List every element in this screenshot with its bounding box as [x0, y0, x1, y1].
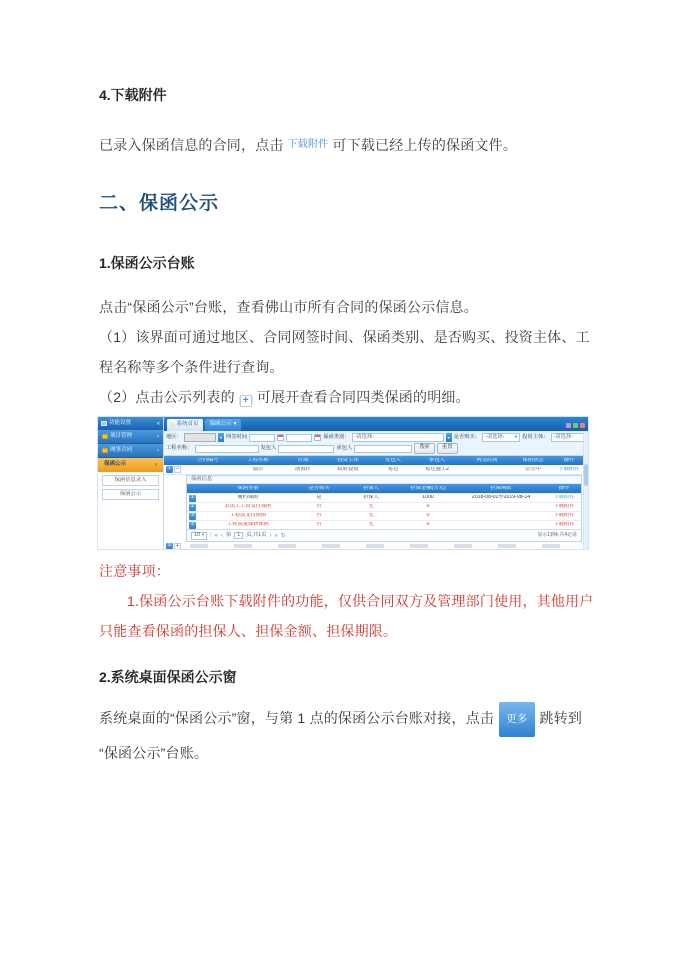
embedded-screenshot: [97, 416, 589, 550]
col-employer: 发包人: [385, 457, 401, 463]
chevron-right-icon: ›: [157, 447, 159, 454]
window-control-icon[interactable]: [566, 423, 571, 428]
tab-caret-icon: ▾: [233, 421, 237, 428]
purchase-label: 是否购买：: [453, 433, 481, 440]
col-detail-action: 操作: [558, 485, 570, 491]
category-select[interactable]: [352, 433, 444, 442]
employer-label: 发包人: [260, 444, 277, 451]
col-sign-time: 网签时间: [476, 457, 498, 463]
window-controls: [566, 423, 588, 431]
more-button[interactable]: 更多: [499, 702, 534, 737]
download-attachment-link[interactable]: 下载附件: [287, 139, 329, 150]
cell-guarantor: 无: [368, 504, 374, 510]
para-download-pre: 已录入保函信息的合同，点击: [99, 137, 284, 153]
para-desktop: [99, 702, 583, 769]
collapse-row-icon[interactable]: −: [174, 466, 181, 473]
detail-row-gutter: [187, 495, 201, 502]
row-download-link[interactable]: 下载附件: [558, 466, 580, 472]
col-investor: 投资主体: [337, 457, 359, 463]
filter-row-1: [166, 432, 586, 443]
sidebar-item-project-management[interactable]: [98, 430, 163, 444]
row-number-badge: 3: [189, 513, 196, 520]
page-label-post: 页,共1页: [246, 531, 267, 538]
truncated-row-content: [190, 544, 576, 548]
category-label: 保函类别：: [323, 433, 350, 440]
folder-icon: [102, 434, 108, 439]
category-value: -请选择-: [354, 433, 375, 440]
notes-body: [99, 586, 594, 646]
heading-desktop-window: 2.系统桌面保函公示窗: [99, 669, 237, 685]
page-size-value: 10: [194, 531, 200, 538]
notes-line1: 1.保函公示台账下载附件的功能，仅供合同双方及管理部门使用，其他用户: [127, 593, 594, 609]
para-expand: [99, 382, 583, 412]
last-page-icon[interactable]: »: [274, 532, 278, 539]
detail-title: 保函信息: [187, 476, 581, 484]
cell-purchased: 否: [316, 504, 322, 510]
detail-row-gutter: [187, 522, 201, 529]
para-conditions-line2: 程名称等多个条件进行查询。: [99, 359, 284, 375]
detail-row: [187, 502, 581, 511]
divider: |: [210, 531, 212, 538]
expanded-detail-panel: [186, 475, 582, 542]
calendar-icon[interactable]: [277, 434, 284, 441]
detail-header-row: [187, 484, 581, 493]
sign-date-start-input[interactable]: [249, 434, 275, 442]
investor-label: 投资主体：: [522, 433, 549, 440]
employer-input[interactable]: [278, 445, 334, 453]
tab-label: 系统首页: [176, 421, 199, 428]
sidebar-subitem-guarantee-entry[interactable]: 保函信息录入: [102, 475, 159, 486]
cell-purchased: 否: [316, 513, 322, 519]
prev-page-icon[interactable]: ‹: [220, 532, 223, 539]
heading-download-attachment: 4.下载附件: [99, 87, 167, 103]
row-number-badge: 1: [166, 466, 173, 473]
cell-guarantor: 无: [368, 513, 374, 519]
cell-amount: 0: [426, 504, 430, 510]
scrollbar-thumb[interactable]: [584, 464, 588, 486]
refresh-icon[interactable]: ↻: [280, 532, 286, 539]
region-select[interactable]: [184, 433, 216, 442]
cell-amount: 1000: [422, 495, 434, 501]
heading-guarantee-publicity: 二、保函公示: [99, 193, 220, 214]
heading-publicity-ledger: 1.保函公示台账: [99, 255, 195, 271]
sidebar: [98, 417, 164, 549]
pagination-bar: [187, 529, 581, 541]
cell-region: 南海区: [295, 466, 311, 472]
para-conditions: [99, 322, 590, 382]
sign-date-end-input[interactable]: [286, 434, 312, 442]
calendar-icon[interactable]: [314, 434, 321, 441]
table-header-row: [164, 456, 588, 465]
sidebar-item-guarantee-publicity[interactable]: [98, 458, 163, 472]
project-name-label: 工程名称：: [166, 444, 193, 451]
row-number-badge: 1: [189, 495, 196, 502]
collapse-sidebar-icon[interactable]: «: [156, 420, 160, 427]
notes-title: 注意事项：: [99, 563, 170, 579]
sign-time-label: 网签时间: [225, 433, 248, 440]
cell-guarantor: 担保人: [363, 495, 379, 501]
para-intro-line: 点击“保函公示”台账，查看佛山市所有合同的保函公示信息。: [99, 299, 478, 315]
row-number-badge: 4: [189, 522, 196, 529]
cell-period: 2018-08-01至2019-08-14: [471, 495, 531, 501]
home-icon: ⌂: [171, 422, 175, 428]
cell-guarantee-type: 履约保函: [237, 495, 259, 501]
para-intro: [99, 292, 583, 322]
expand-plus-icon: +: [240, 395, 252, 407]
detail-download-link[interactable]: 下载附件: [553, 522, 575, 528]
para-expand-pre: （2）点击公示列表的: [99, 389, 235, 405]
tab-bar: [164, 417, 588, 431]
detail-row-gutter: [187, 513, 201, 520]
para-desktop-line1: [99, 702, 583, 737]
cell-contractor: 易达施工2: [424, 466, 450, 472]
page-size-select[interactable]: [191, 532, 207, 540]
para-desktop-post: 跳转到: [539, 710, 583, 726]
tab-guarantee-publicity[interactable]: [205, 419, 242, 431]
detail-row: [187, 520, 581, 529]
contractor-input[interactable]: [354, 445, 412, 453]
sidebar-header-label: 功能设置: [109, 419, 132, 426]
cell-investor: 政府投资: [337, 466, 359, 472]
col-period: 担保期限: [490, 485, 512, 491]
scrollbar[interactable]: [583, 431, 588, 549]
para-expand-post: 可展开查看合同四类保函的明细。: [256, 389, 470, 405]
cell-purchased: 否: [316, 522, 322, 528]
para-download: [99, 130, 583, 160]
search-button[interactable]: 搜索: [414, 443, 435, 453]
dropdown-icon[interactable]: ▾: [446, 433, 452, 442]
cell-project-name: 演示: [252, 466, 264, 472]
sidebar-item-label: 网签合同: [110, 446, 133, 453]
cell-guarantee-type: 农民工工资支付保函: [224, 504, 272, 510]
detail-row: [187, 493, 581, 502]
main-panel: [164, 417, 588, 549]
tab-system-home[interactable]: [167, 419, 203, 431]
sidebar-item-online-contract[interactable]: [98, 444, 163, 458]
cell-guarantee-type: 工程款支付保函: [229, 513, 267, 519]
col-amount: 担保金额(万元): [410, 485, 446, 491]
filter-row-2: [166, 443, 586, 454]
contractor-label: 承包人: [336, 444, 353, 451]
col-contract-no: 合同编号: [197, 457, 219, 463]
para-download-post: 可下载已经上传的保函文件。: [332, 137, 518, 153]
chevron-right-icon: ›: [157, 433, 159, 440]
dropdown-icon: ▾: [201, 532, 205, 538]
investor-select[interactable]: [551, 433, 586, 442]
next-page-icon[interactable]: ›: [269, 532, 272, 539]
detail-download-link[interactable]: 下载附件: [553, 495, 575, 501]
detail-download-link[interactable]: 下载附件: [553, 504, 575, 510]
notes-line2: 只能查看保函的担保人、担保金额、担保期限。: [99, 623, 398, 639]
cell-guarantor: 无: [368, 522, 374, 528]
col-region: 区域: [297, 457, 309, 463]
para-desktop-line2: “保函公示”台账。: [99, 745, 209, 761]
project-name-input[interactable]: [195, 445, 259, 453]
detail-download-link[interactable]: 下载附件: [553, 513, 575, 519]
col-guarantee-type: 保函类别: [237, 485, 259, 491]
first-page-icon[interactable]: «: [214, 532, 218, 539]
page-label-pre: 第: [225, 531, 232, 538]
detail-row: [187, 511, 581, 520]
col-purchased: 是否购买: [308, 485, 330, 491]
row-gutter: [164, 466, 184, 473]
investor-value: -请选择-: [553, 433, 574, 440]
window-control-icon[interactable]: [580, 423, 585, 428]
purchase-value: -请选择-: [485, 433, 505, 440]
record-count-summary: 显示1到4,共4记录: [537, 532, 577, 538]
sidebar-subitem-guarantee-publicity[interactable]: 保函公示: [102, 489, 159, 500]
sidebar-item-label: 保函公示: [104, 461, 127, 468]
cell-status: 公示中: [525, 466, 541, 472]
expand-row-icon[interactable]: +: [174, 543, 181, 549]
monitor-icon: [101, 421, 107, 426]
cell-amount: 0: [426, 513, 430, 519]
dropdown-icon[interactable]: ▾: [218, 433, 224, 442]
folder-icon: [102, 448, 108, 453]
region-label: 地区：: [166, 433, 182, 440]
dropdown-icon: ▾: [514, 434, 518, 440]
col-guarantor: 担保人: [363, 485, 379, 491]
row-number-badge: 2: [189, 504, 196, 511]
cell-guarantee-type: 工程质量保修保函: [227, 522, 269, 528]
sidebar-item-label: 项目管理: [110, 432, 133, 439]
col-action: 操作: [563, 457, 575, 463]
tab-label: 保函公示: [209, 421, 232, 428]
col-project-name: 工程名称: [247, 457, 269, 463]
row-gutter: [164, 543, 184, 549]
cell-purchased: 是: [316, 495, 322, 501]
detail-row-gutter: [187, 504, 201, 511]
para-conditions-line1: （1）该界面可通过地区、合同网签时间、保函类别、是否购买、投资主体、工: [99, 329, 590, 345]
chevron-right-icon: ›: [155, 462, 157, 468]
window-control-icon[interactable]: [573, 423, 578, 428]
purchase-select[interactable]: [482, 433, 520, 442]
reset-button[interactable]: 重置: [437, 443, 458, 453]
row-number-badge: 2: [166, 543, 173, 549]
cell-amount: 0: [426, 522, 430, 528]
col-contractor: 承包人: [429, 457, 445, 463]
page-number-input[interactable]: 1: [234, 532, 243, 539]
col-status: 保函状态: [522, 457, 544, 463]
partial-table-row: [164, 542, 588, 549]
cell-employer: 易达: [387, 466, 399, 472]
table-row: [164, 465, 588, 475]
sidebar-header[interactable]: [98, 417, 163, 430]
filter-panel: [164, 431, 588, 456]
para-desktop-pre: 系统桌面的“保函公示”窗，与第 1 点的保函公示台账对接，点击: [99, 710, 495, 726]
